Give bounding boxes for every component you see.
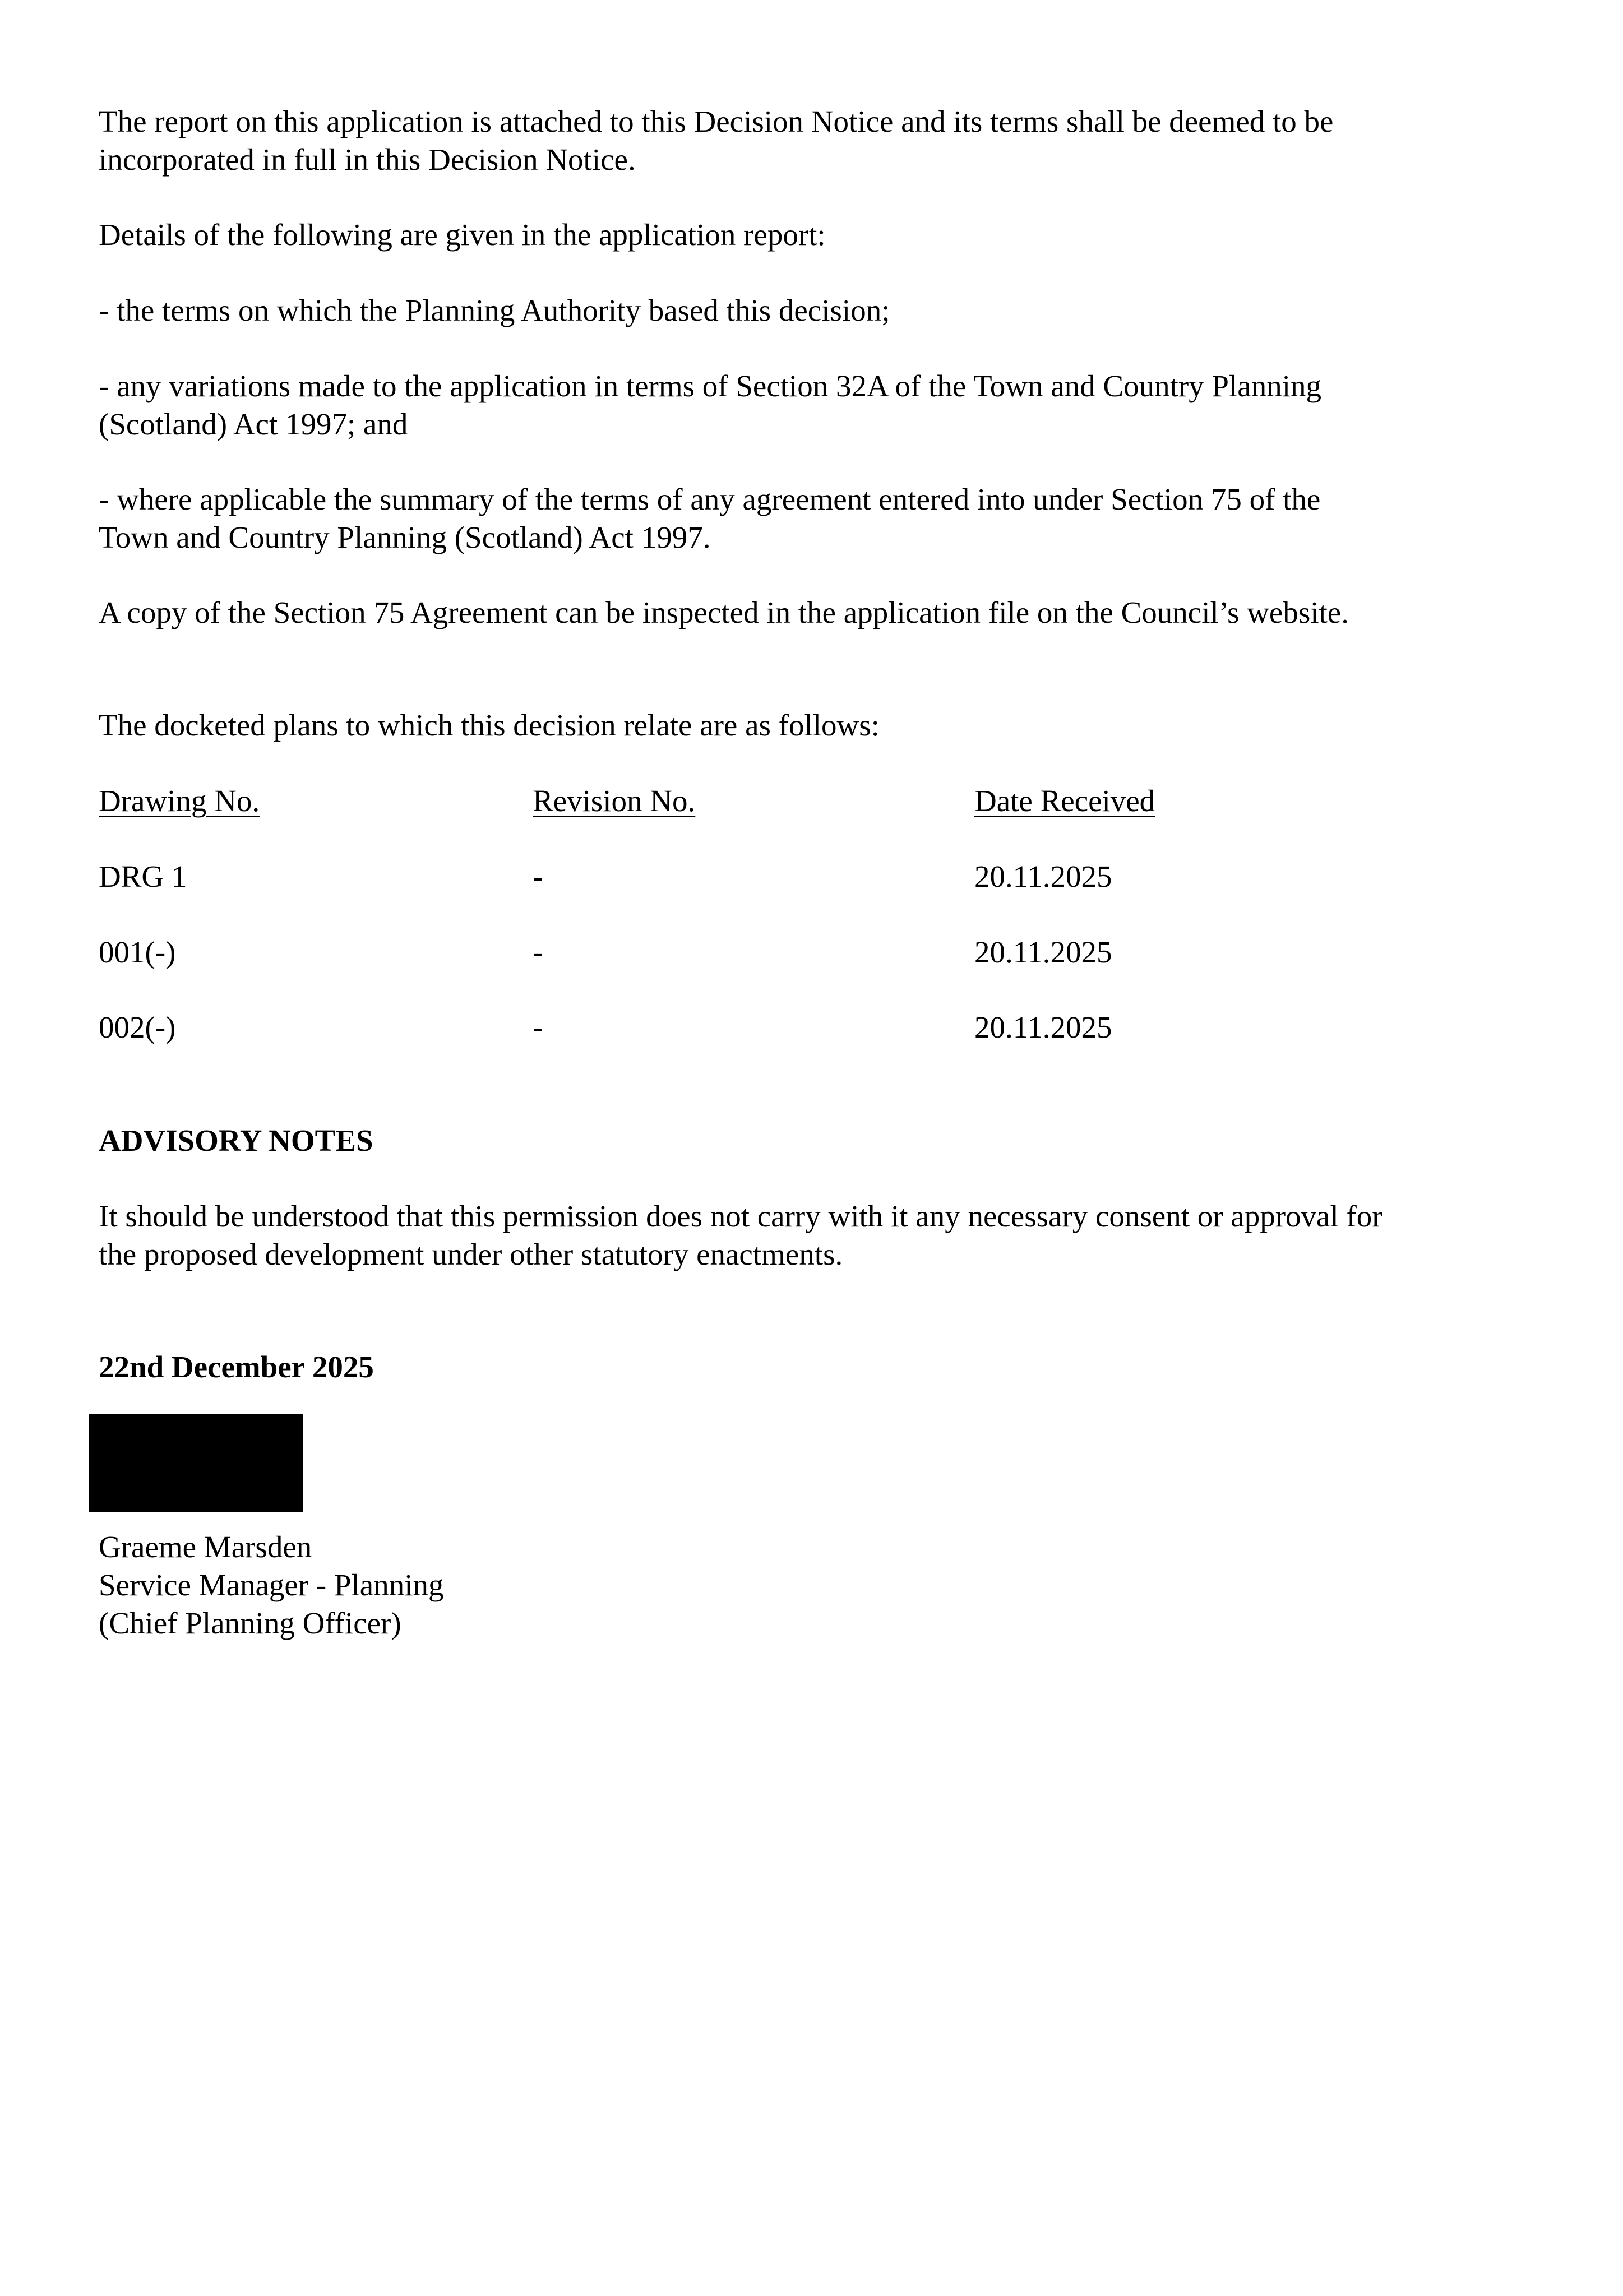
header-date-received: Date Received <box>974 784 1155 818</box>
table-cell-drawing: 002(-) <box>99 1010 176 1044</box>
table-cell-revision: - <box>533 859 543 894</box>
decision-date: 22nd December 2025 <box>99 1350 374 1384</box>
header-revision-no: Revision No. <box>533 784 696 818</box>
report-attached-paragraph: The report on this application is attached to this Decision Notice and its terms shall be deemed to be incorporated in full in this Decision Notice. <box>99 104 1334 177</box>
signatory-title: Service Manager - Planning <box>99 1568 444 1602</box>
header-drawing-no: Drawing No. <box>99 784 260 818</box>
signatory-name: Graeme Marsden <box>99 1530 312 1564</box>
table-cell-drawing: 001(-) <box>99 935 176 969</box>
advisory-notes-text: It should be understood that this permission does not carry with it any necessary consent or approval for the proposed development under other statutory enactments. <box>99 1199 1382 1271</box>
table-cell-drawing: DRG 1 <box>99 859 187 894</box>
table-cell-date: 20.11.2025 <box>974 1010 1112 1044</box>
table-cell-date: 20.11.2025 <box>974 859 1112 894</box>
section-75-bullet: - where applicable the summary of the terms of any agreement entered into under Section 75 of the Town and Country Planning (Scotland) Act 1997. <box>99 482 1321 554</box>
agreement-copy-paragraph: A copy of the Section 75 Agreement can be inspected in the application file on the Council’s website. <box>99 595 1349 629</box>
table-cell-revision: - <box>533 1010 543 1044</box>
signatory-block <box>99 1528 1388 1642</box>
table-cell-date: 20.11.2025 <box>974 935 1112 969</box>
redacted-signature <box>89 1414 303 1512</box>
signatory-role: (Chief Planning Officer) <box>99 1606 401 1640</box>
table-cell-revision: - <box>533 935 543 969</box>
advisory-notes-heading: ADVISORY NOTES <box>99 1123 373 1158</box>
details-intro-paragraph: Details of the following are given in the application report: <box>99 217 826 252</box>
variations-bullet: - any variations made to the application in terms of Section 32A of the Town and Country Planning (Scotland) Act 1997; and <box>99 369 1321 441</box>
docketed-plans-intro: The docketed plans to which this decision relate are as follows: <box>99 708 880 742</box>
terms-bullet: - the terms on which the Planning Authority based this decision; <box>99 293 890 327</box>
